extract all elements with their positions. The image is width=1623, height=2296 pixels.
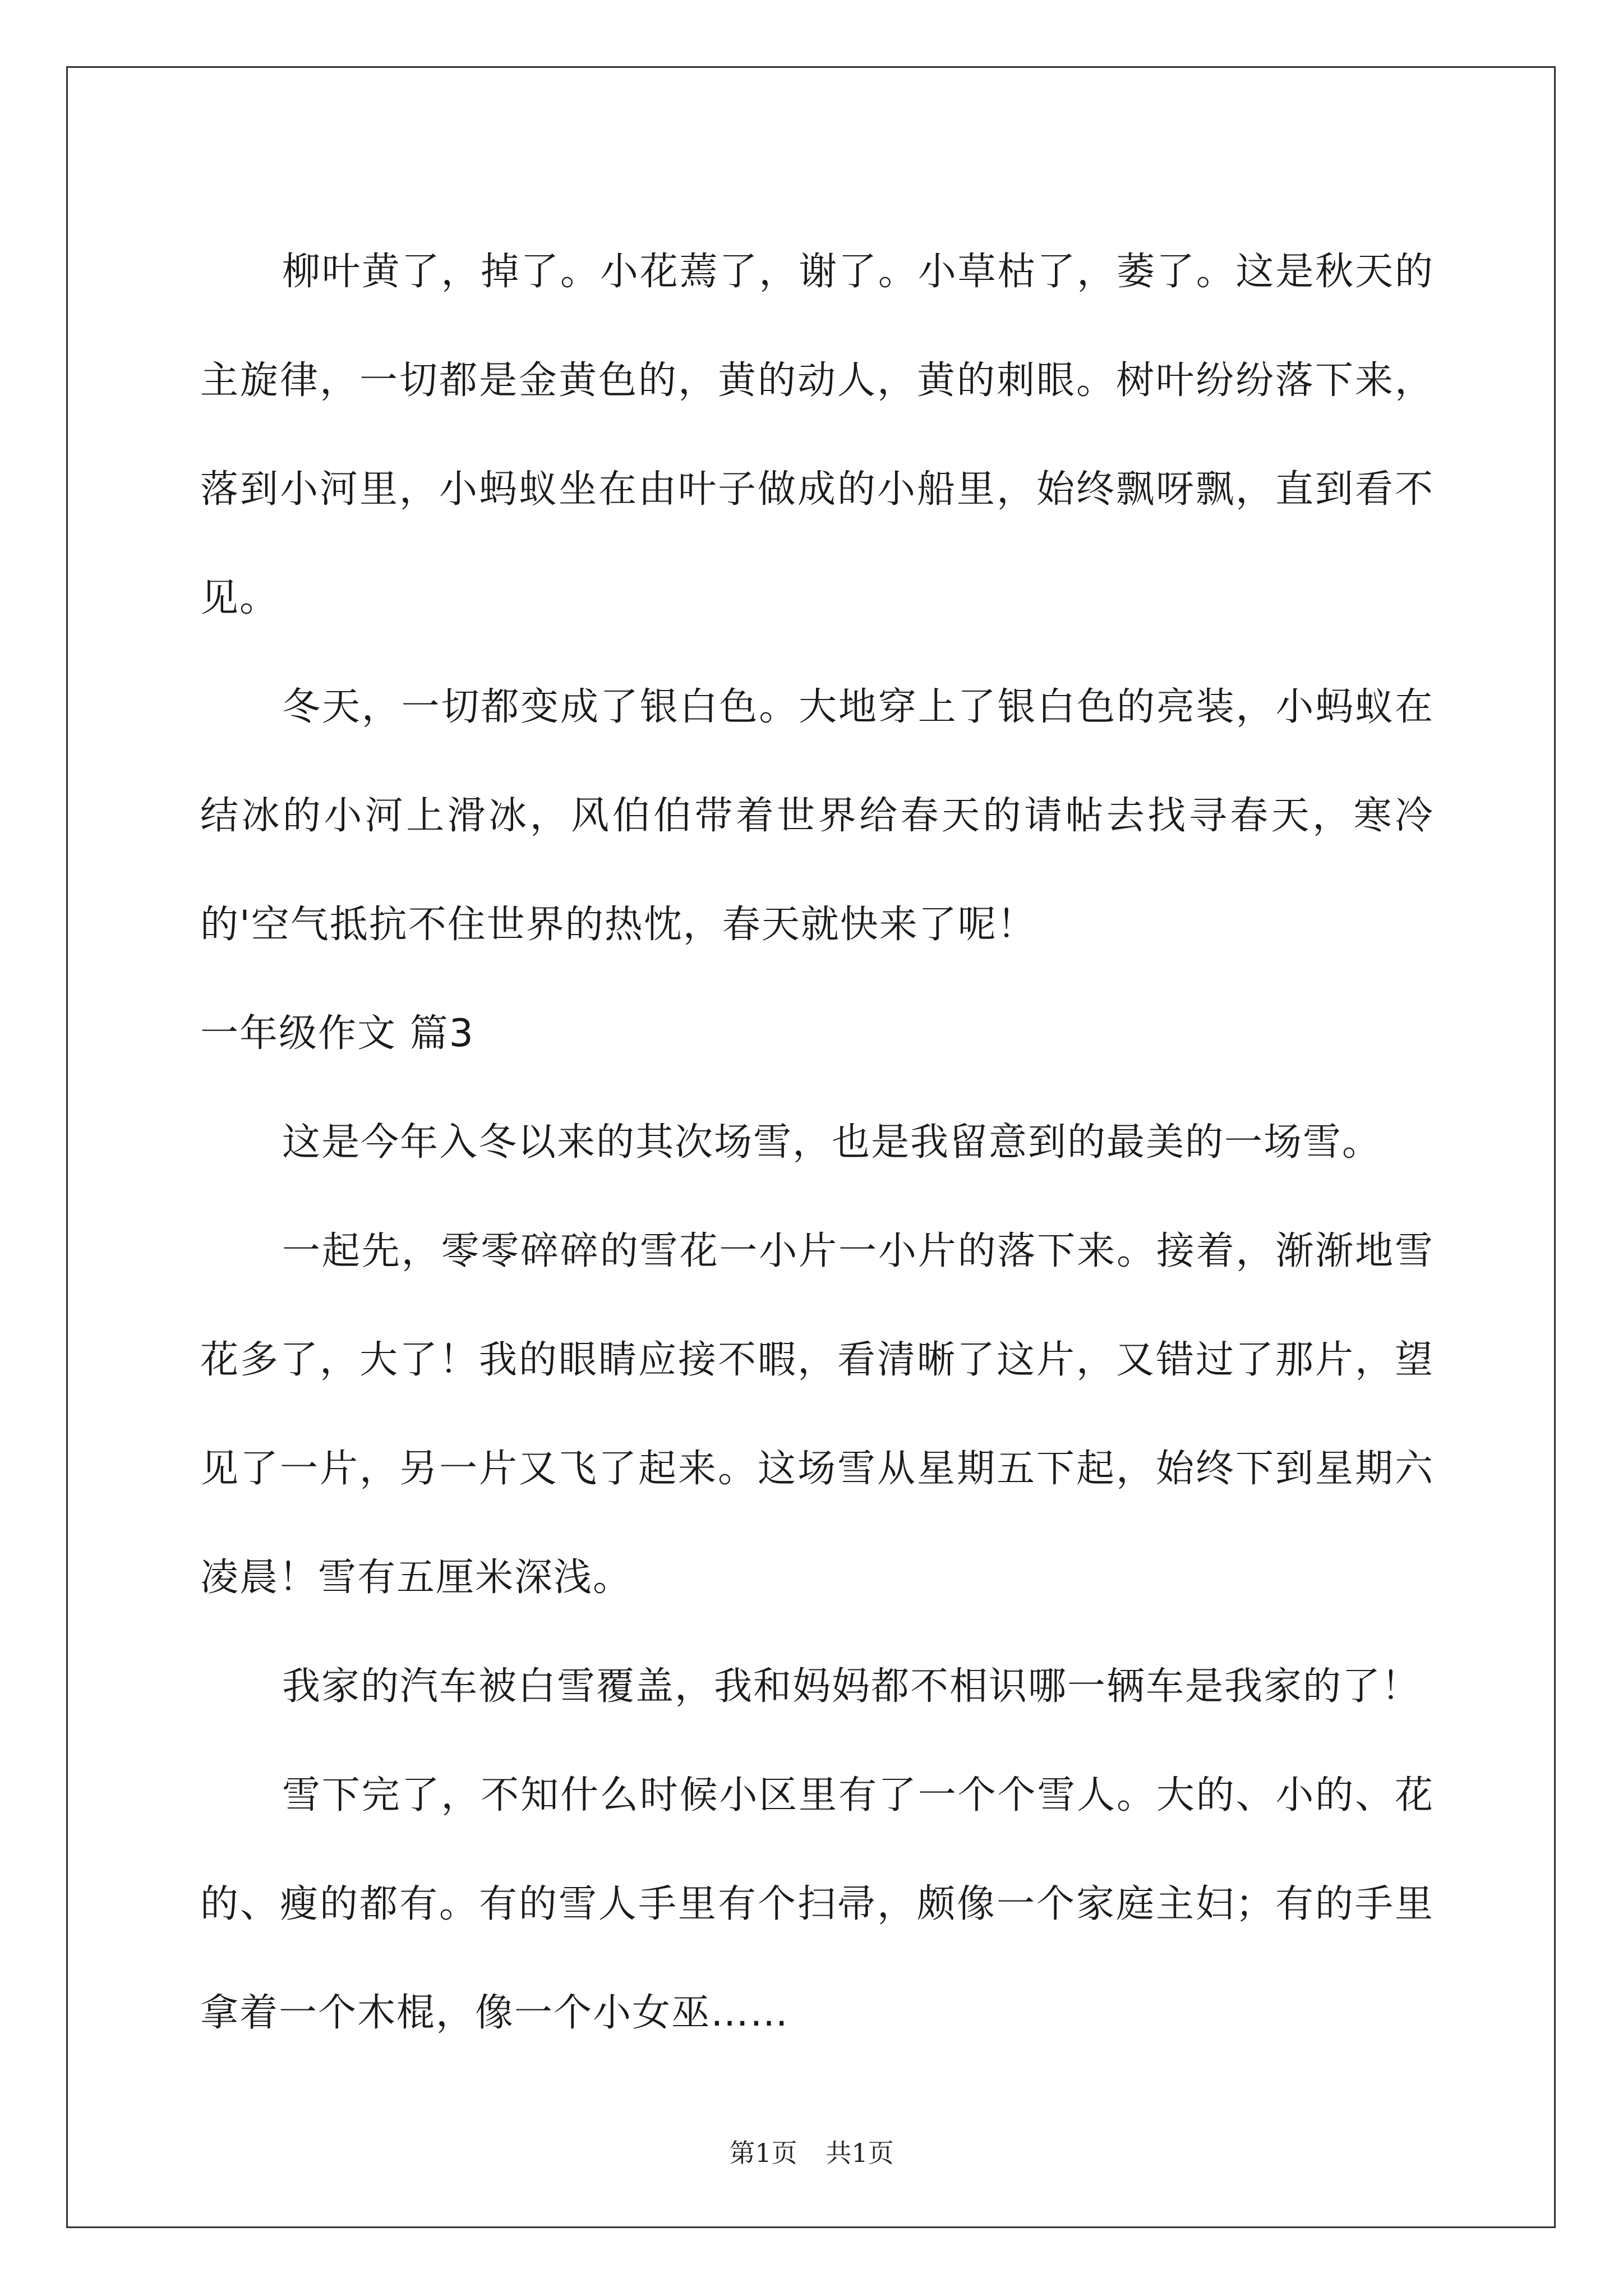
paragraph: 雪下完了，不知什么时候小区里有了一个个雪人。大的、小的、花的、瘦的都有。有的雪人手里有个扫帚，颇像一个家庭主妇；有的手里拿着一个木棍，像一个小女巫…… bbox=[200, 1773, 1434, 2035]
page-number: 第1页 bbox=[729, 2138, 797, 2168]
paragraph: 一起先，零零碎碎的雪花一小片一小片的落下来。接着，渐渐地雪花多了，大了！我的眼睛应接不暇，看清晰了这片，又错过了那片，望见了一片，另一片又飞了起来。这场雪从星期五下起，始终下到星期六凌晨！雪有五厘米深浅。 bbox=[200, 1229, 1434, 1600]
document-body bbox=[200, 218, 1434, 2068]
page-total: 共1页 bbox=[826, 2138, 894, 2168]
paragraph: 我家的汽车被白雪覆盖，我和妈妈都不相识哪一辆车是我家的了！ bbox=[282, 1664, 1421, 1709]
paragraph: 这是今年入冬以来的其次场雪，也是我留意到的最美的一场雪。 bbox=[282, 1120, 1382, 1165]
paragraph: 冬天，一切都变成了银白色。大地穿上了银白色的亮装，小蚂蚁在结冰的小河上滑冰，风伯伯带着世界给春天的请帖去找寻春天，寒冷的'空气抵抗不住世界的热忱，春天就快来了呢！ bbox=[200, 685, 1434, 947]
section-heading: 一年级作文 篇3 bbox=[200, 1011, 474, 1056]
paragraph: 柳叶黄了，掉了。小花蔫了，谢了。小草枯了，萎了。这是秋天的主旋律，一切都是金黄色的，黄的动人，黄的刺眼。树叶纷纷落下来，落到小河里，小蚂蚁坐在由叶子做成的小船里，始终飘呀飘，直到看不见。 bbox=[200, 250, 1434, 620]
page-footer bbox=[0, 2133, 1623, 2170]
